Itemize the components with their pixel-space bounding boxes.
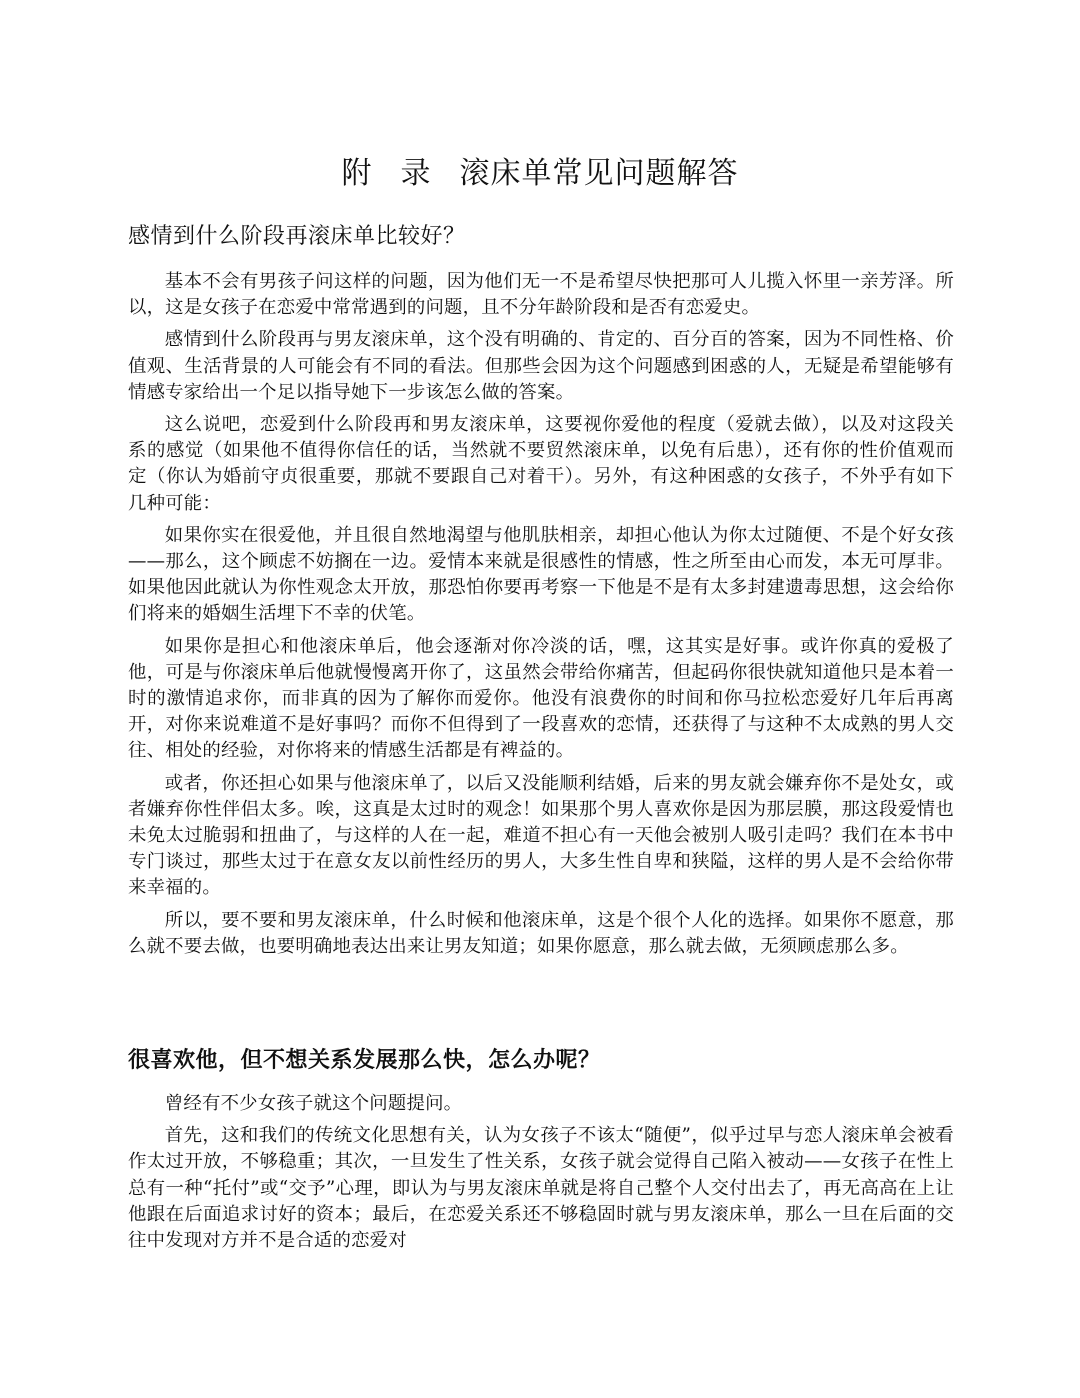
title-main: 滚床单常见问题解答 — [459, 156, 739, 191]
paragraph: 基本不会有男孩子问这样的问题，因为他们无一不是希望尽快把那可人儿揽入怀里一亲芳泽。所以，这是女孩子在恋爱中常常遇到的问题，且不分年龄阶段和是否有恋爱史。 — [128, 271, 954, 319]
paragraph: 感情到什么阶段再与男友滚床单，这个没有明确的、肯定的、百分百的答案，因为不同性格、价值观、生活背景的人可能会有不同的看法。但那些会因为这个问题感到困惑的人，无疑是希望能够有情感专家给出一个足以指导她下一步该怎么做的答案。 — [128, 329, 954, 403]
paragraph: 如果你实在很爱他，并且很自然地渴望与他肌肤相亲，却担心他认为你太过随便、不是个好女孩——那么，这个顾虑不妨搁在一边。爱情本来就是很感性的情感，性之所至由心而发，本无可厚非。如果他因此就认为你性观念太开放，那恐怕你要再考察一下他是不是有太多封建遗毒思想，这会给你们将来的婚姻生活埋下不幸的伏笔。 — [128, 524, 954, 625]
title-label-fu: 附 — [341, 156, 373, 191]
paragraph: 所以，要不要和男友滚床单，什么时候和他滚床单，这是个很个人化的选择。如果你不愿意，那么就不要去做，也要明确地表达出来让男友知道；如果你愿意，那么就去做，无须顾虑那么多。 — [128, 909, 954, 957]
paragraph: 首先，这和我们的传统文化思想有关，认为女孩子不该太“随便”，似乎过早与恋人滚床单会被看作太过开放，不够稳重；其次，一旦发生了性关系，女孩子就会觉得自己陷入被动——女孩子在性上总有一种“托付”或“交予”心理，即认为与男友滚床单就是将自己整个人交付出去了，再无高高在上让他跟在后面追求讨好的资本；最后，在恋爱关系还不够稳固时就与男友滚床单，那么一旦在后面的交往中发现对方并不是合适的恋爱对 — [128, 1125, 954, 1252]
appendix-title — [0, 152, 1080, 196]
section-heading: 感情到什么阶段再滚床单比较好？ — [128, 224, 466, 249]
paragraph: 这么说吧，恋爱到什么阶段再和男友滚床单，这要视你爱他的程度（爱就去做），以及对这段关系的感觉（如果他不值得你信任的话，当然就不要贸然滚床单，以免有后患），还有你的性价值观而定（你认为婚前守贞很重要，那就不要跟自己对着干）。另外，有这种困惑的女孩子，不外乎有如下几种可能： — [128, 414, 954, 514]
section-when-to-sleep-together — [128, 222, 954, 966]
paragraph: 如果你是担心和他滚床单后，他会逐渐对你冷淡的话，嘿，这其实是好事。或许你真的爱极了他，可是与你滚床单后他就慢慢离开你了，这虽然会带给你痛苦，但起码你很快就知道他只是本着一时的激情追求你，而非真的因为了解你而爱你。他没有浪费你的时间和你马拉松恋爱好几年后再离开，对你来说难道不是好事吗？而你不但得到了一段喜欢的恋情，还获得了与这种不太成熟的男人交往、相处的经验，对你将来的情感生活都是有裨益的。 — [128, 635, 954, 762]
paragraph: 曾经有不少女孩子就这个问题提问。 — [164, 1093, 463, 1114]
section-heading: 很喜欢他，但不想关系发展那么快，怎么办呢？ — [128, 1048, 601, 1073]
title-label-lu: 录 — [400, 156, 432, 191]
section-slow-down-relationship — [128, 1046, 954, 1260]
paragraph: 或者，你还担心如果与他滚床单了，以后又没能顺利结婚，后来的男友就会嫌弃你不是处女，或者嫌弃你性伴侣太多。唉，这真是太过时的观念！如果那个男人喜欢你是因为那层膜，那这段爱情也未免太过脆弱和扭曲了，与这样的人在一起，难道不担心有一天他会被别人吸引走吗？我们在本书中专门谈过，那些太过于在意女友以前性经历的男人，大多生性自卑和狭隘，这样的男人是不会给你带来幸福的。 — [128, 772, 954, 899]
